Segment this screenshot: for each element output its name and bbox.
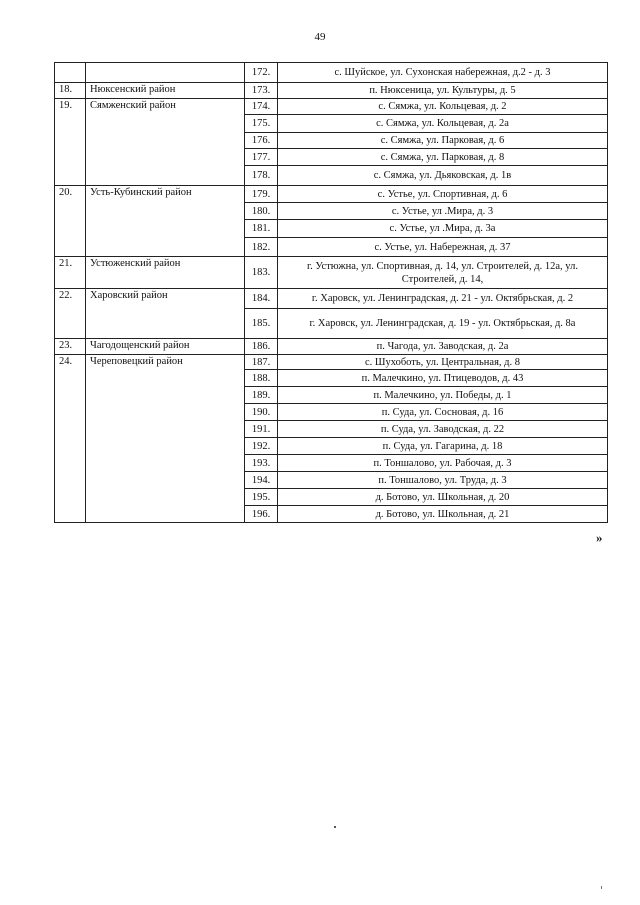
district-name: Сямженский район [86,99,245,186]
site-index: 177. [245,149,278,166]
site-index: 195. [245,489,278,506]
page-number: 49 [314,31,326,43]
site-index: 182. [245,238,278,257]
site-address: п. Суда, ул. Заводская, д. 22 [278,421,608,438]
site-address: с. Шуйское, ул. Сухонская набережная, д.2 - д. 3 [278,63,608,83]
district-name: Череповецкий район [86,355,245,523]
district-name: Харовский район [86,289,245,339]
site-address: с. Устье, ул .Мира, д. 3 [278,203,608,220]
site-address: с. Сямжа, ул. Дьяковская, д. 1в [278,166,608,186]
table-row [55,99,608,115]
site-address: с. Устье, ул. Набережная, д. 37 [278,238,608,257]
site-address: г. Харовск, ул. Ленинградская, д. 19 - ул. Октябрьская, д. 8а [278,309,608,339]
table-row [55,355,608,370]
site-address: п. Суда, ул. Сосновая, д. 16 [278,404,608,421]
address-table [54,62,608,523]
site-index: 188. [245,370,278,387]
table-row [55,257,608,289]
scan-speck [601,886,602,889]
site-index: 176. [245,133,278,149]
address-table-body [55,63,608,523]
site-index: 183. [245,257,278,289]
district-number: 19. [55,99,86,186]
closing-quote: » [596,530,603,545]
site-index: 180. [245,203,278,220]
site-index: 178. [245,166,278,186]
site-index: 186. [245,339,278,355]
table-row [55,83,608,99]
site-index: 189. [245,387,278,404]
site-index: 181. [245,220,278,238]
site-index: 190. [245,404,278,421]
district-name: Чагодощенский район [86,339,245,355]
district-name: Усть-Кубинский район [86,186,245,257]
site-address: п. Тоншалово, ул. Труда, д. 3 [278,472,608,489]
site-index: 192. [245,438,278,455]
site-index: 172. [245,63,278,83]
table-row [55,289,608,309]
district-name: Нюксенский район [86,83,245,99]
site-index: 193. [245,455,278,472]
district-number: 22. [55,289,86,339]
site-address: г. Устюжна, ул. Спортивная, д. 14, ул. Строителей, д. 12а, ул. Строителей, д. 14, [278,257,608,289]
table-row [55,339,608,355]
site-index: 175. [245,115,278,133]
scan-speck [334,826,336,828]
site-address: с. Сямжа, ул. Парковая, д. 8 [278,149,608,166]
site-address: п. Тоншалово, ул. Рабочая, д. 3 [278,455,608,472]
site-address: п. Суда, ул. Гагарина, д. 18 [278,438,608,455]
site-address: п. Малечкино, ул. Птицеводов, д. 43 [278,370,608,387]
district-number: 20. [55,186,86,257]
site-address: п. Малечкино, ул. Победы, д. 1 [278,387,608,404]
site-address: п. Чагода, ул. Заводская, д. 2а [278,339,608,355]
site-index: 194. [245,472,278,489]
table-row [55,63,608,83]
site-address: п. Нюксеница, ул. Культуры, д. 5 [278,83,608,99]
site-index: 187. [245,355,278,370]
site-address: д. Ботово, ул. Школьная, д. 21 [278,506,608,523]
district-name: Устюженский район [86,257,245,289]
district-number: 21. [55,257,86,289]
district-name [86,63,245,83]
site-address: с. Устье, ул .Мира, д. 3а [278,220,608,238]
site-index: 185. [245,309,278,339]
site-address: с. Сямжа, ул. Парковая, д. 6 [278,133,608,149]
site-index: 173. [245,83,278,99]
district-number: 23. [55,339,86,355]
site-index: 179. [245,186,278,203]
district-number: 18. [55,83,86,99]
site-address: д. Ботово, ул. Школьная, д. 20 [278,489,608,506]
site-index: 184. [245,289,278,309]
site-address: с. Сямжа, ул. Кольцевая, д. 2 [278,99,608,115]
site-index: 196. [245,506,278,523]
site-address: г. Харовск, ул. Ленинградская, д. 21 - ул. Октябрьская, д. 2 [278,289,608,309]
site-address: с. Сямжа, ул. Кольцевая, д. 2а [278,115,608,133]
site-address: с. Устье, ул. Спортивная, д. 6 [278,186,608,203]
site-index: 174. [245,99,278,115]
table-row [55,186,608,203]
site-index: 191. [245,421,278,438]
district-number [55,63,86,83]
site-address: с. Шухоботь, ул. Центральная, д. 8 [278,355,608,370]
district-number: 24. [55,355,86,523]
